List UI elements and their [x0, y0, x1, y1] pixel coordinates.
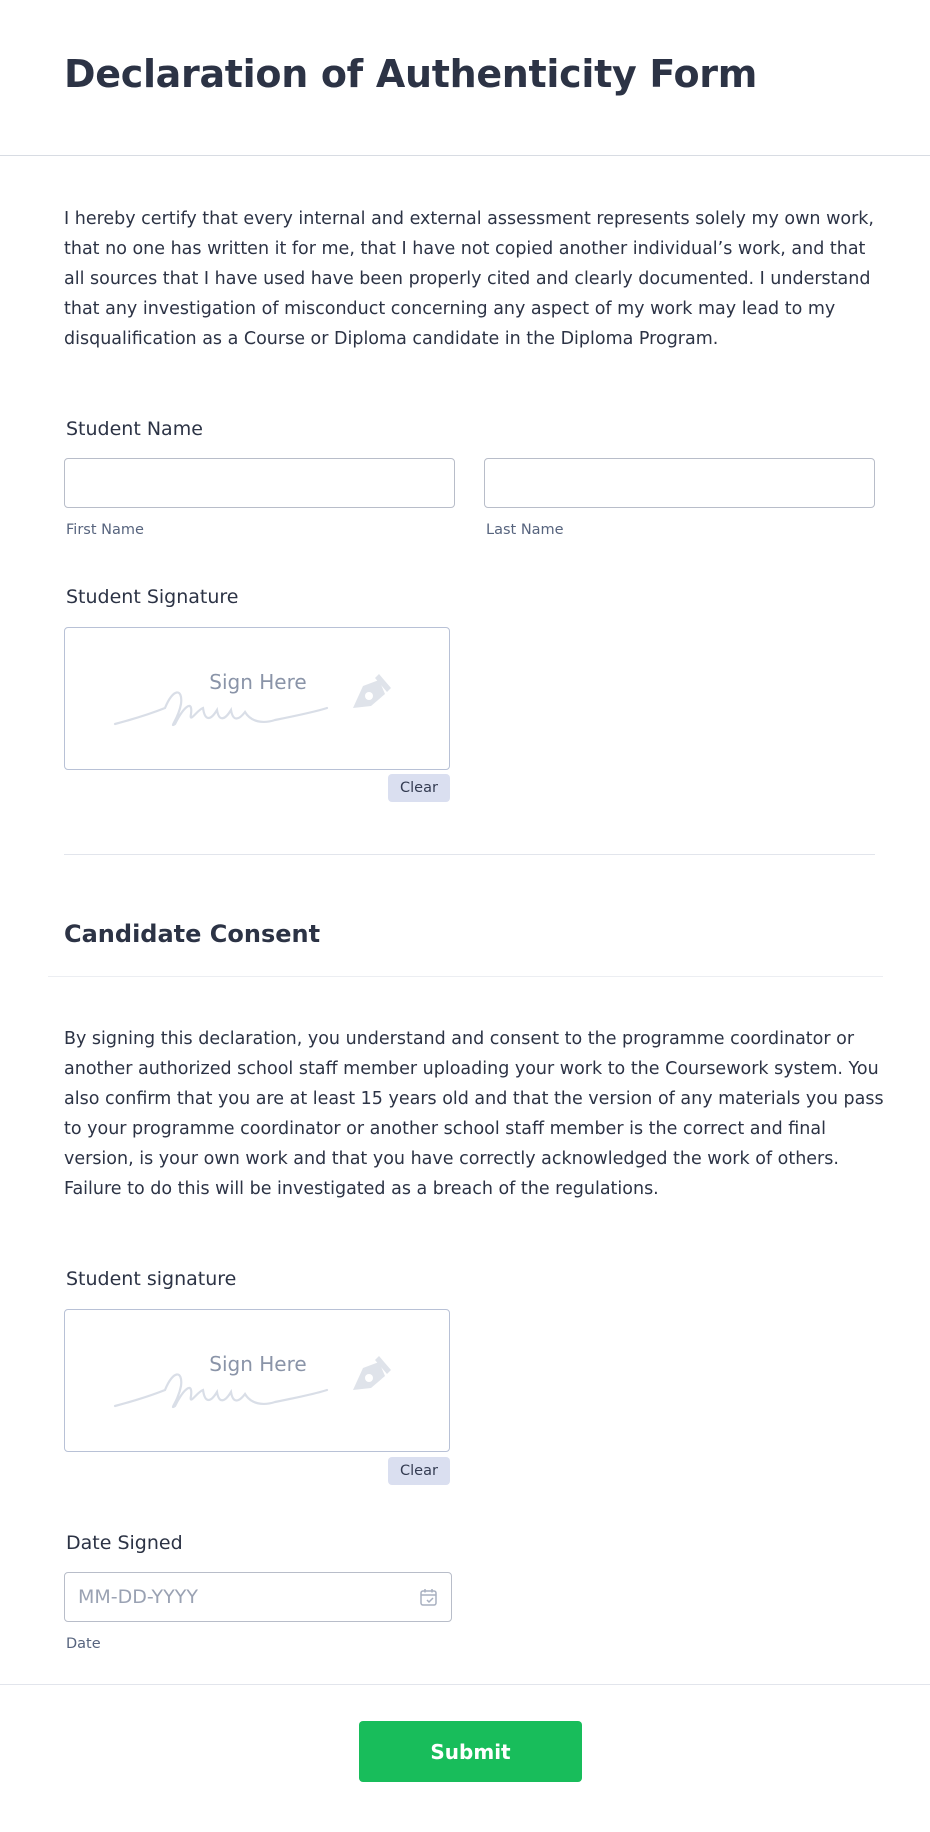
clear-signature-button-2[interactable]: Clear: [388, 1457, 450, 1485]
sign-here-text: Sign Here: [209, 670, 307, 694]
first-name-sublabel: First Name: [66, 522, 144, 538]
consent-text: By signing this declaration, you understand and consent to the programme coordinator or another authorized school staff member uploading your work to the Coursework system. You also confirm that you are at least 15 years old and that the version of any materials you pass to your programme coordinator or another school staff member is the correct and final version, is your own work and that you have correctly acknowledged the work of others. Failure to do this will be investigated as a breach of the regulations.: [64, 1029, 884, 1199]
student-signature-label: Student Signature: [66, 586, 239, 608]
student-name-label: Student Name: [66, 418, 203, 440]
submit-button[interactable]: Submit: [359, 1721, 582, 1782]
sign-here-text: Sign Here: [209, 1352, 307, 1376]
last-name-input[interactable]: [484, 458, 875, 508]
last-name-sublabel: Last Name: [486, 522, 564, 538]
declaration-text: I hereby certify that every internal and external assessment represents solely my own work, that no one has written it for me, that I have not copied another individual’s work, and that all sources that I have used have been properly cited and clearly documented. I understand that any investigation of misconduct concerning any aspect of my work may lead to my disqualification as a Course or Diploma candidate in the Diploma Program.: [64, 209, 874, 349]
pen-nib-icon: [349, 668, 395, 714]
section-divider: [64, 854, 875, 855]
form-header: [0, 0, 930, 156]
date-sublabel: Date: [66, 1636, 101, 1652]
footer-divider: [0, 1684, 930, 1685]
form-title: Declaration of Authenticity Form: [64, 52, 758, 96]
first-name-input[interactable]: [64, 458, 455, 508]
pen-nib-icon: [349, 1350, 395, 1396]
date-signed-label: Date Signed: [66, 1532, 183, 1554]
consent-heading: Candidate Consent: [64, 920, 321, 948]
signature-pad[interactable]: [64, 627, 450, 770]
signature-pad-2[interactable]: [64, 1309, 450, 1452]
consent-heading-rule: [48, 976, 883, 977]
calendar-icon[interactable]: [419, 1587, 439, 1607]
clear-signature-button[interactable]: Clear: [388, 774, 450, 802]
date-placeholder: MM-DD-YYYY: [78, 1586, 198, 1608]
date-input[interactable]: [64, 1572, 452, 1622]
student-signature-label-2: Student signature: [66, 1268, 237, 1290]
